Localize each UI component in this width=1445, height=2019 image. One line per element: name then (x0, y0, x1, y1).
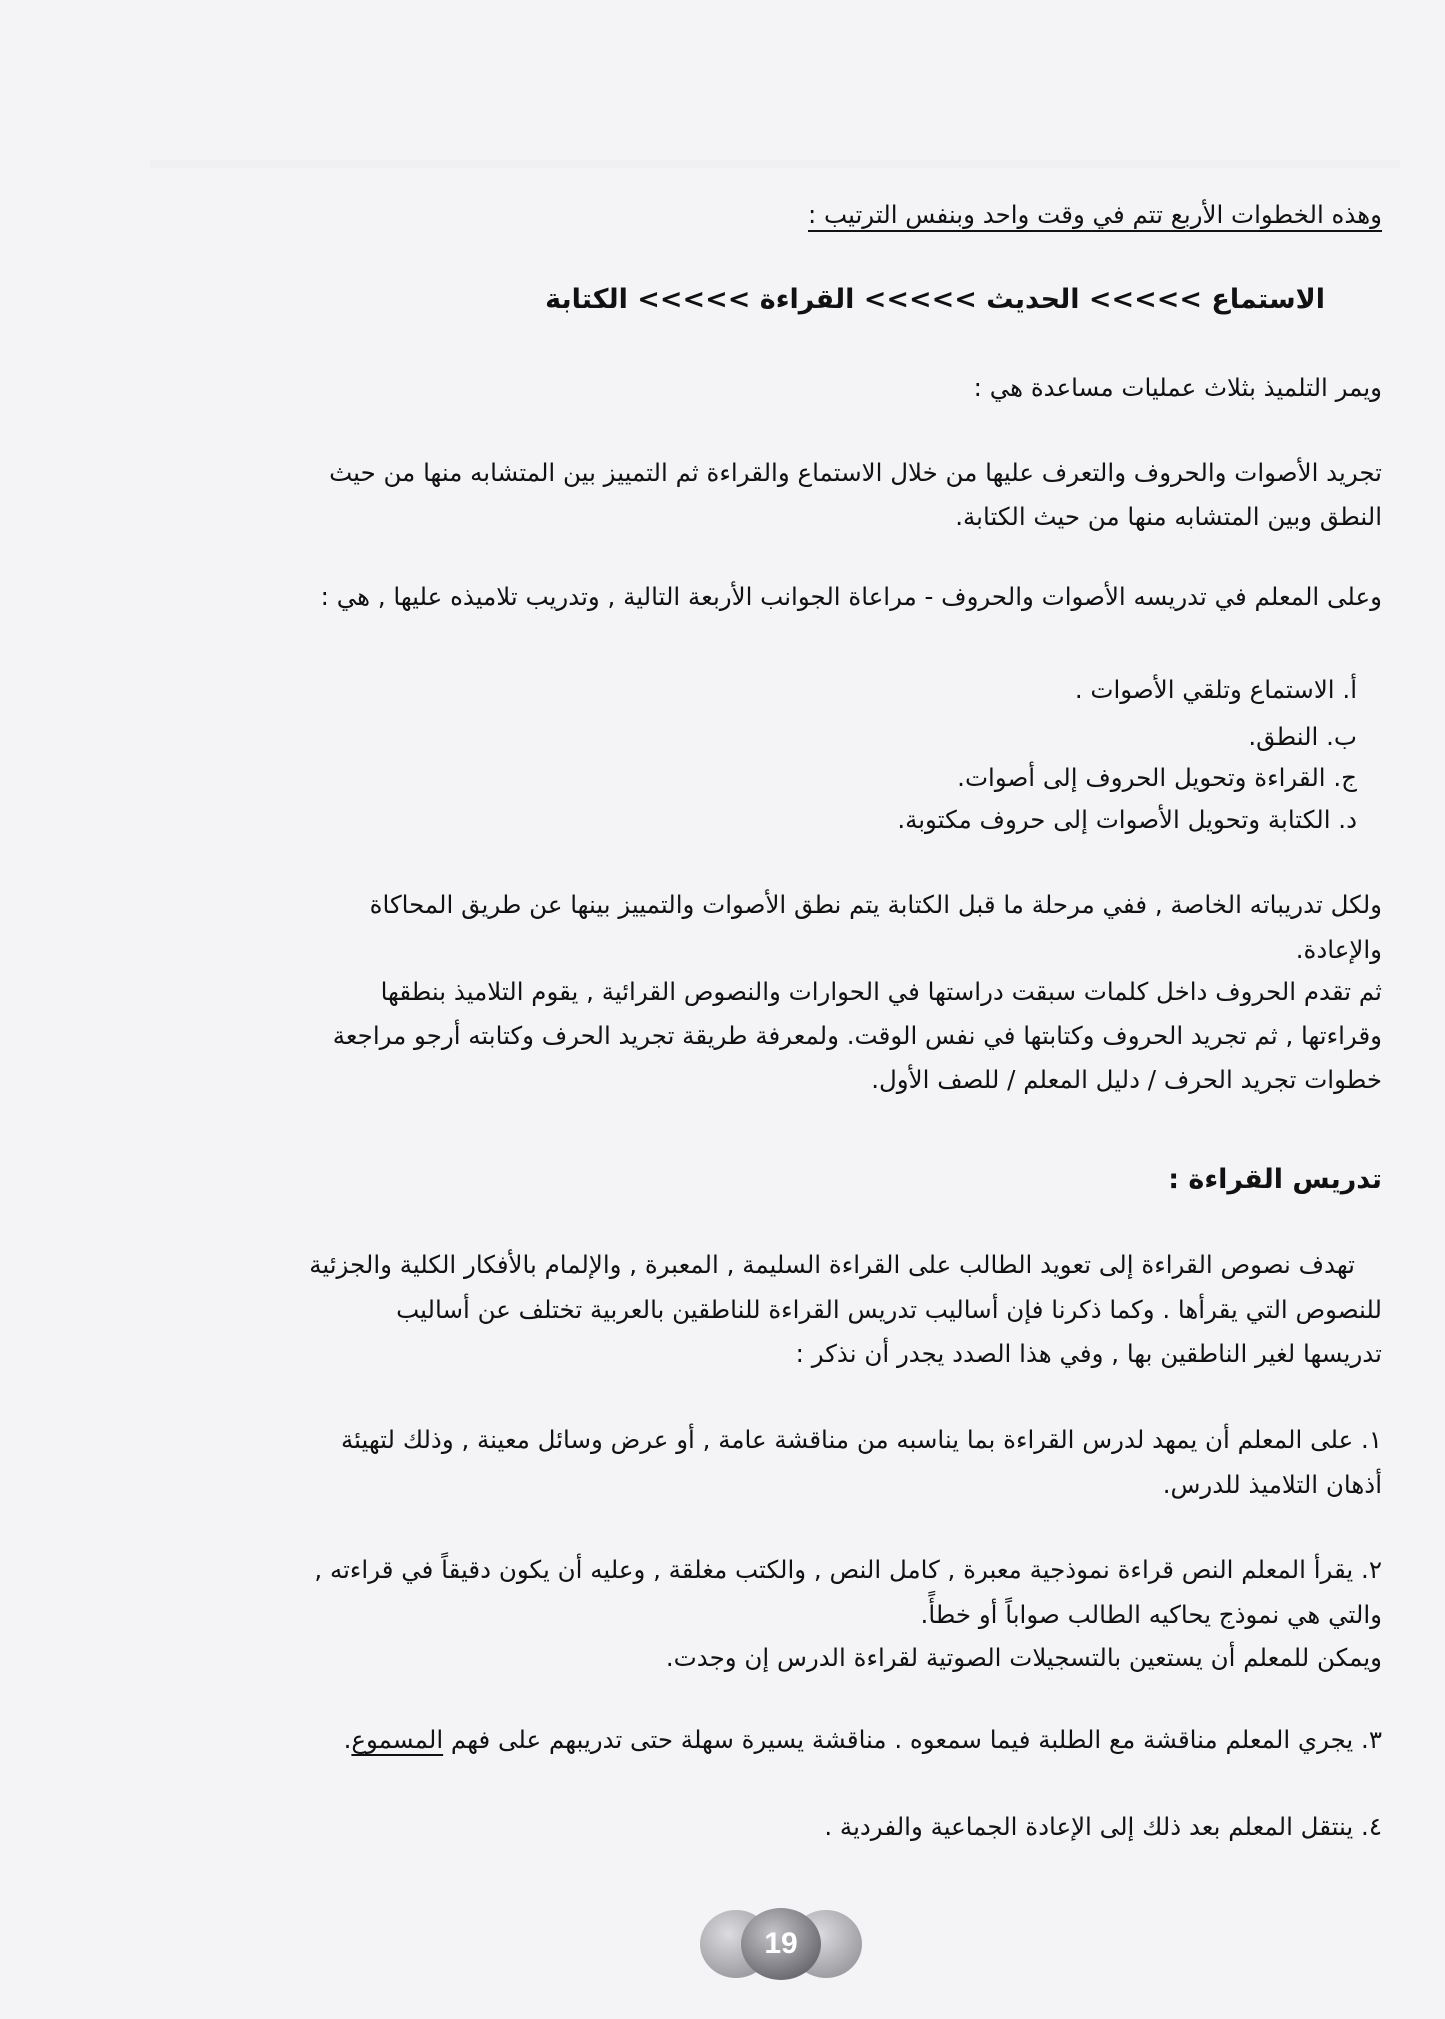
training-line-2: والإعادة. (1295, 935, 1382, 964)
item-3-underlined-word: المسموع (351, 1725, 444, 1754)
item-3-end: . (343, 1725, 352, 1754)
item-1-line-1: ١. على المعلم أن يمهد لدرس القراءة بما يناسبه من مناقشة عامة , أو عرض وسائل معينة , وذلك لتهيئة (340, 1425, 1382, 1454)
show-through-shadow (150, 160, 1400, 168)
aspect-item: ج. القراءة وتحويل الحروف إلى أصوات. (957, 763, 1357, 792)
reading-text-line-3: تدريسها لغير الناطقين بها , وفي هذا الصدد يجدر أن نذكر : (795, 1339, 1382, 1368)
item-2-line-3: ويمكن للمعلم أن يستعين بالتسجيلات الصوتية لقراءة الدرس إن وجدت. (665, 1643, 1382, 1672)
reading-text-line-1: تهدف نصوص القراءة إلى تعويد الطالب على القراءة السليمة , المعبرة , والإلمام بالأفكار الكلية والجزئية (309, 1250, 1355, 1279)
item-1-line-2: أذهان التلاميذ للدرس. (1162, 1470, 1382, 1499)
page-number-badge (698, 1907, 864, 1981)
processes-text-line-1: تجريد الأصوات والحروف والتعرف عليها من خلال الاستماع والقراءة ثم التمييز بين المتشابه منها من حيث (329, 458, 1382, 487)
item-3-text: ٣. يجري المعلم مناقشة مع الطلبة فيما سمعوه . مناقشة يسيرة سهلة حتى تدريبهم على فهم (443, 1725, 1382, 1754)
reading-text-line-2: للنصوص التي يقرأها . وكما ذكرنا فإن أساليب تدريس القراءة للناطقين بالعربية تختلف عن أساليب (396, 1295, 1382, 1324)
item-2-line-2: والتي هي نموذج يحاكيه الطالب صواباً أو خطأً. (920, 1600, 1382, 1629)
page-number: 19 (764, 1927, 798, 1960)
reading-heading: تدريس القراءة : (1168, 1164, 1382, 1195)
training-line-4: وقراءتها , ثم تجريد الحروف وكتابتها في نفس الوقت. ولمعرفة طريقة تجريد الحرف وكتابته أرجو مراجعة (332, 1021, 1382, 1050)
intro-line: وهذه الخطوات الأربع تتم في وقت واحد وبنفس الترتيب : (808, 200, 1382, 229)
aspect-item: أ. الاستماع وتلقي الأصوات . (1074, 675, 1357, 704)
item-2-line-1: ٢. يقرأ المعلم النص قراءة نموذجية معبرة , كامل النص , والكتب مغلقة , وعليه أن يكون دقيقاً في قراءته , (314, 1555, 1382, 1584)
training-line-3: ثم تقدم الحروف داخل كلمات سبقت دراستها في الحوارات والنصوص القرائية , يقوم التلاميذ بنطقها (380, 977, 1382, 1006)
steps-line: الاستماع >>>>> الحديث >>>>> القراءة >>>>> الكتابة (545, 284, 1325, 315)
aspect-item: د. الكتابة وتحويل الأصوات إلى حروف مكتوبة. (897, 805, 1357, 834)
training-line-5: خطوات تجريد الحرف / دليل المعلم / للصف الأول. (871, 1065, 1382, 1094)
processes-text-line-2: النطق وبين المتشابه منها من حيث الكتابة. (955, 502, 1382, 531)
item-4: ٤. ينتقل المعلم بعد ذلك إلى الإعادة الجماعية والفردية . (824, 1812, 1382, 1841)
processes-intro: ويمر التلميذ بثلاث عمليات مساعدة هي : (973, 373, 1382, 402)
training-line-1: ولكل تدريباته الخاصة , ففي مرحلة ما قبل الكتابة يتم نطق الأصوات والتمييز بينها عن طريق المحاكاة (369, 890, 1382, 919)
teacher-line: وعلى المعلم في تدريسه الأصوات والحروف - مراعاة الجوانب الأربعة التالية , وتدريب تلاميذه عليها , هي : (320, 582, 1382, 611)
aspect-item: ب. النطق. (1248, 722, 1357, 751)
item-3 (132, 1720, 1382, 1760)
